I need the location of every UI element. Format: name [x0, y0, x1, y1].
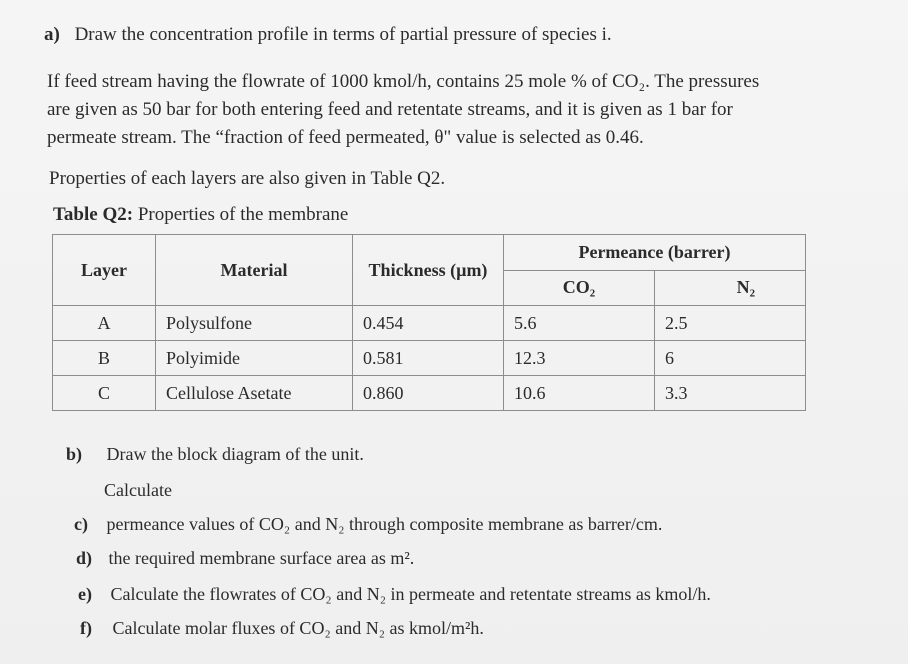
cell-co2: 12.3: [504, 341, 655, 376]
cell-thickness: 0.860: [353, 376, 504, 411]
cell-co2: 5.6: [504, 306, 655, 341]
table-row: [53, 341, 806, 376]
table-header-row: [53, 235, 806, 271]
table-caption-label: Table Q2:: [53, 204, 134, 225]
header-material: Material: [156, 235, 353, 306]
calculate-heading: Calculate: [104, 480, 172, 500]
question-d-label: d): [76, 548, 93, 568]
question-a-label: a): [44, 24, 60, 45]
cell-layer: C: [53, 376, 156, 411]
question-e: [78, 584, 711, 605]
header-permeance: Permeance (barrer): [504, 235, 806, 271]
problem-paragraph: [47, 68, 759, 152]
cell-material: Cellulose Asetate: [156, 376, 353, 411]
header-thickness: Thickness (µm): [353, 235, 504, 306]
cell-layer: B: [53, 341, 156, 376]
cell-material: Polyimide: [156, 341, 353, 376]
cell-co2: 10.6: [504, 376, 655, 411]
cell-n2: 6: [655, 341, 806, 376]
question-b: [66, 444, 364, 465]
header-n2: N₂: [655, 270, 806, 306]
table-caption-text: Properties of the membrane: [133, 204, 349, 225]
question-e-text: Calculate the flowrates of CO₂ and N₂ in permeate and retentate streams as kmol/h.: [110, 584, 711, 604]
question-b-label: b): [66, 444, 83, 464]
cell-material: Polysulfone: [156, 306, 353, 341]
question-f-text: Calculate molar fluxes of CO₂ and N₂ as kmol/m²h.: [112, 618, 484, 638]
cell-thickness: 0.581: [353, 341, 504, 376]
table-caption: [53, 204, 348, 226]
table-row: [53, 306, 806, 341]
question-a-text: Draw the concentration profile in terms of partial pressure of species i.: [74, 24, 612, 45]
table-row: [53, 376, 806, 411]
properties-line: Properties of each layers are also given in Table Q2.: [49, 168, 446, 189]
cell-n2: 2.5: [655, 306, 806, 341]
question-b-text: Draw the block diagram of the unit.: [106, 444, 364, 464]
paragraph-line-1: If feed stream having the flowrate of 1000 kmol/h, contains 25 mole % of CO₂. The pressures: [47, 71, 760, 92]
cell-n2: 3.3: [655, 376, 806, 411]
question-e-label: e): [78, 584, 92, 604]
question-d-text: the required membrane surface area as m².: [108, 548, 415, 568]
cell-layer: A: [53, 306, 156, 341]
question-c-text: permeance values of CO₂ and N₂ through composite membrane as barrer/cm.: [106, 514, 663, 534]
question-c-label: c): [74, 514, 88, 534]
paragraph-line-2: are given as 50 bar for both entering feed and retentate streams, and it is given as 1 bar for: [47, 99, 733, 120]
membrane-properties-table: [52, 234, 806, 411]
question-d: [76, 548, 414, 569]
paragraph-line-3: permeate stream. The “fraction of feed permeated, θ" value is selected as 0.46.: [47, 127, 644, 148]
question-a: [44, 24, 612, 46]
question-f: [80, 618, 484, 639]
cell-thickness: 0.454: [353, 306, 504, 341]
header-co2: CO₂: [504, 270, 655, 306]
header-layer: Layer: [53, 235, 156, 306]
question-c: [74, 514, 662, 535]
question-f-label: f): [80, 618, 92, 638]
